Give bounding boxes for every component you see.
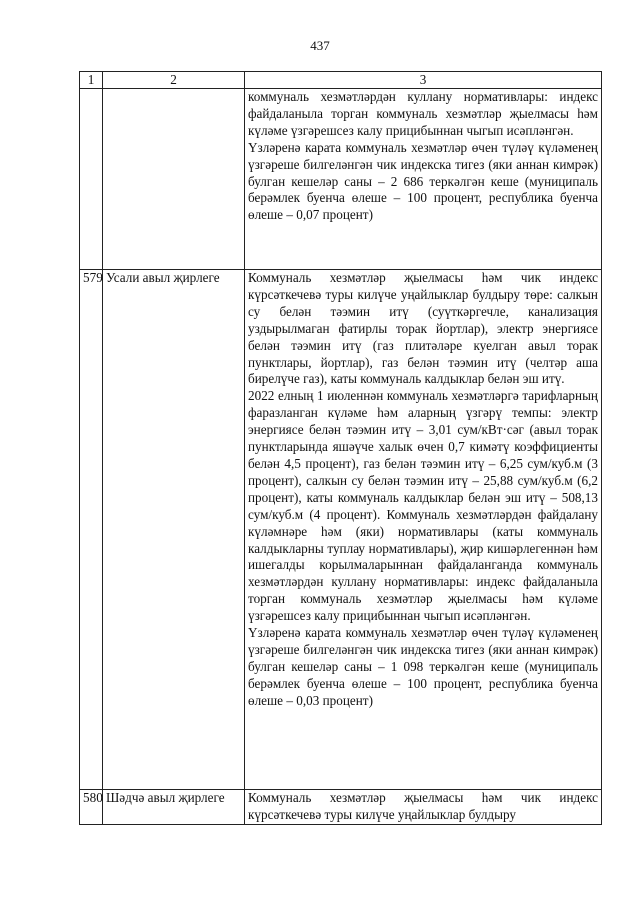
header-col-2: 2: [103, 72, 245, 89]
paragraph: Үзләренә карата коммуналь хезмәтләр өчен түләү күләменең үзгәреше билгеләнгән чик индекска тигез (яки аннан кимрәк) булган кешеләр саны – 1 098 теркәлгән кеше (муниципаль берәмлек буенча өлеше – 100 процент, республика буенча өлеше – 0,03 процент): [248, 625, 598, 708]
row-number: 580: [80, 790, 103, 825]
header-col-3: 3: [245, 72, 602, 89]
table-row: [80, 89, 602, 270]
municipal-table: [79, 71, 602, 825]
page-number: 437: [310, 38, 330, 53]
settlement-name: Шәдчә авыл җирлеге: [103, 790, 245, 825]
table-row: [80, 790, 602, 825]
table-header-row: [80, 72, 602, 89]
paragraph: коммуналь хезмәтләрдән куллану нормативлары: индекс файдаланыла торган коммуналь хезмәтләр җыелмасы һәм күләме үзгәрешсез калу прицибыннан чыгып исәпләнгән.: [248, 89, 598, 138]
row-number: [80, 89, 103, 270]
header-col-1: 1: [80, 72, 103, 89]
settlement-name: [103, 89, 245, 270]
row-number: 579: [80, 270, 103, 790]
paragraph: 2022 елның 1 июленнән коммуналь хезмәтләргә тарифларның фаразланган күләме һәм аларның үзгәрү темпы: электр энергиясе белән тәэмин итү – 3,01 сум/кВт·сәг (авыл торак пунктларында яшәүче халык өчен 0,7 кимәтү коэффициенты белән 4,5 процент), газ белән тәэмин итү – 6,25 сум/куб.м (3 процент), салкын су белән тәэмин итү – 25,88 сум/куб.м (6,2 процент), каты коммуналь калдыклар белән эш итү – 508,13 сум/куб.м (4 процент). Коммуналь хезмәтләрдән файдалану күләмнәре һәм (яки) нормативлары (каты коммуналь калдыкларны туплау нормативлары), җир кишәрлегеннән һәм ишегалды корылмаларыннан файдаланганда коммуналь хезмәтләрдән куллану нормативлары: индекс файдаланыла торган коммуналь хезмәтләр җыелмасы һәм күләме үзгәрешсез калу прицибыннан чыгып исәпләнгән.: [248, 388, 598, 624]
row-description: [245, 89, 602, 270]
paragraph: Коммуналь хезмәтләр җыелмасы һәм чик индекс күрсәткечевә туры килүче уңайлыклар булдыру төре: салкын су белән тәэмин итү (суүткәргечле, канализация уздырылмаган фатирлы торак йортлар), электр энергиясе белән тәэмин итү (газ плитәләре куелган авыл торак пунктлары, йортлар), газ белән тәэмин итү (челтәр аша бирелүче газ), каты коммуналь калдыклар белән эш итү.: [248, 270, 598, 387]
paragraph: Коммуналь хезмәтләр җыелмасы һәм чик индекс күрсәткечевә туры килүче уңайлыклар булдыру: [248, 790, 598, 822]
row-description: [245, 270, 602, 790]
paragraph: Үзләренә карата коммуналь хезмәтләр өчен түләү күләменең үзгәреше билгеләнгән чик индекска тигез (яки аннан кимрәк) булган кешеләр саны – 2 686 теркәлгән кеше (муниципаль берәмлек буенча өлеше – 100 процент, республика буенча өлеше – 0,07 процент): [248, 139, 598, 223]
settlement-name: Усали авыл җирлеге: [103, 270, 245, 790]
table-row: [80, 270, 602, 790]
row-description: [245, 790, 602, 825]
